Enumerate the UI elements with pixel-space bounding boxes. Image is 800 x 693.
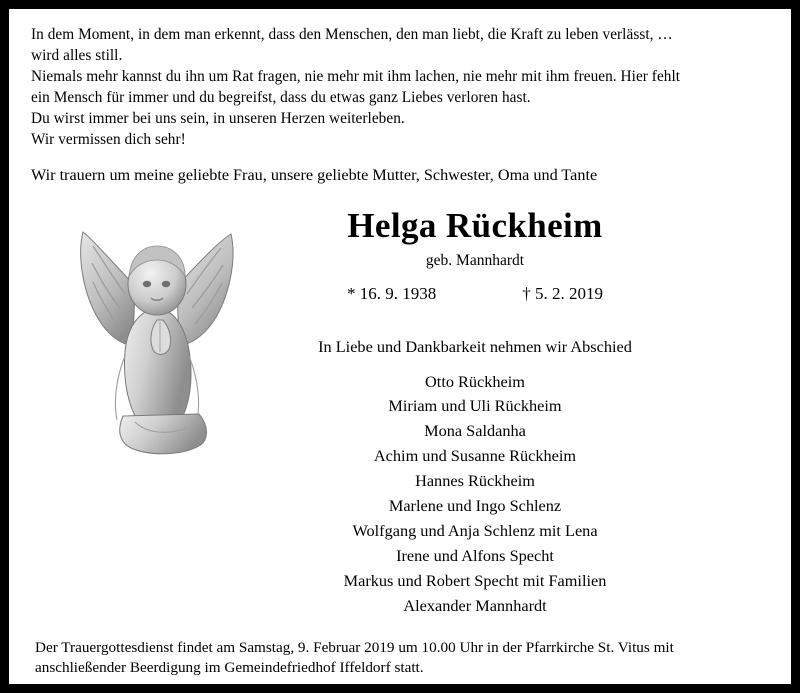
birth-date: * 16. 9. 1938 [347,283,437,303]
intro-line-1: In dem Moment, in dem man erkennt, dass den Menschen, den man liebt, die Kraft zu leben verlässt, … [31,26,673,43]
death-date: † 5. 2. 2019 [522,283,603,303]
maiden-name: geb. Mannhardt [425,251,525,269]
farewell-line: In Liebe und Dankbarkeit nehmen wir Abschied [318,336,632,356]
service-details [31,638,769,679]
list-item: Miriam und Uli Rückheim [388,396,562,416]
service-line-2: anschließender Beerdigung im Gemeindefriedhof Iffeldorf statt. [35,659,424,677]
mourners-list [181,370,769,619]
mourning-statement: Wir trauern um meine geliebte Frau, unsere geliebte Mutter, Schwester, Oma und Tante [31,165,598,184]
intro-line-2: wird alles still. [31,46,123,64]
intro-line-6: Wir vermissen dich sehr! [31,130,186,148]
notice-frame [7,7,793,686]
list-item: Wolfgang und Anja Schlenz mit Lena [352,521,598,541]
main-block [31,205,769,619]
list-item: Irene und Alfons Specht [396,545,554,565]
deceased-name: Helga Rückheim [347,205,603,245]
list-item: Hannes Rückheim [415,471,535,491]
list-item: Mona Saldanha [424,421,526,441]
praying-angel-icon [65,216,245,466]
list-item: Alexander Mannhardt [403,595,547,615]
intro-text [31,25,769,151]
intro-line-5: Du wirst immer bei uns sein, in unseren Herzen weiterleben. [31,109,405,127]
list-item: Marlene und Ingo Schlenz [388,496,562,516]
intro-line-3: Niemals mehr kannst du ihn um Rat fragen, nie mehr mit ihm lachen, nie mehr mit ihm freuen. Hier fehlt [31,67,681,85]
list-item: Otto Rückheim [425,371,525,391]
praying-angel-illustration [65,216,245,466]
list-item: Markus und Robert Specht mit Familien [343,570,607,590]
service-line-1: Der Trauergottesdienst findet am Samstag, 9. Februar 2019 um 10.00 Uhr in der Pfarrkirche St. Vitus mit [35,638,674,656]
list-item: Achim und Susanne Rückheim [373,446,577,466]
intro-line-4: ein Mensch für immer und du begreifst, dass du etwas ganz Liebes verloren hast. [31,88,531,106]
life-dates [181,284,769,304]
